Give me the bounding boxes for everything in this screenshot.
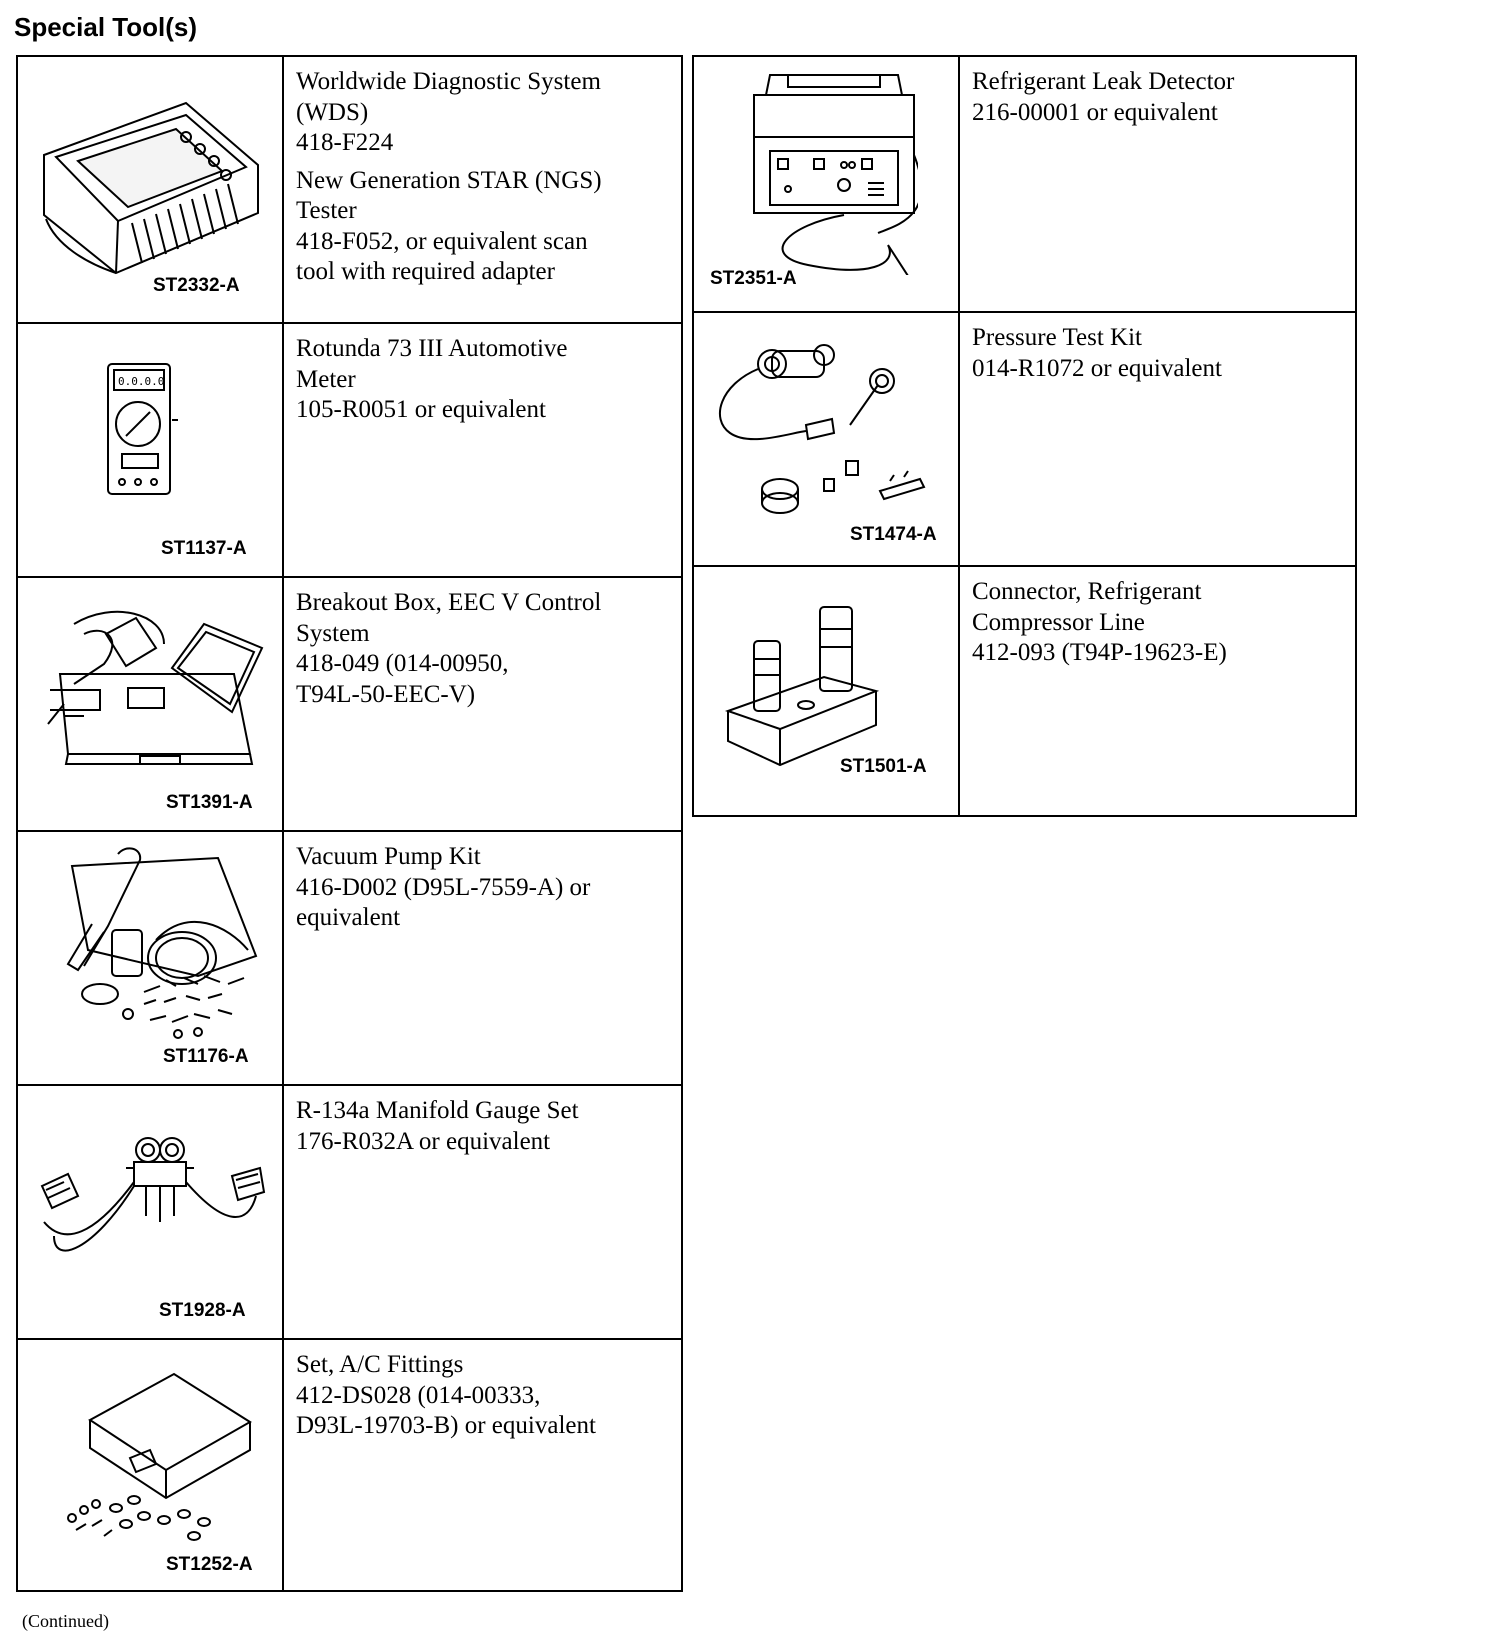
tool-name-line: Meter — [296, 365, 356, 393]
tool-description — [960, 57, 1355, 311]
multimeter-icon — [106, 362, 182, 497]
special-tools-table-right — [692, 55, 1357, 817]
tool-name-line: Vacuum Pump Kit — [296, 843, 481, 870]
breakout-box-icon — [44, 604, 266, 766]
svg-text:0.0.0.0: 0.0.0.0 — [118, 375, 165, 388]
tool-image-cell — [694, 567, 960, 815]
tool-image-cell — [18, 578, 284, 830]
tool-image-cell — [694, 313, 960, 565]
tool-part-number: T94L-50-EEC-V) — [296, 680, 476, 708]
tool-image-code: ST1391-A — [166, 792, 253, 813]
vacuum-pump-kit-icon — [48, 846, 264, 1042]
tool-description — [960, 313, 1355, 565]
pressure-test-kit-icon — [710, 329, 940, 519]
tool-description — [284, 1340, 681, 1592]
tool-name-line: tool with required adapter — [296, 258, 555, 285]
tool-image-cell — [694, 57, 960, 311]
tool-row-breakout-box — [18, 576, 681, 830]
tool-row-compressor-connector — [694, 565, 1355, 815]
tool-image-code: ST1501-A — [840, 756, 927, 777]
tool-name-line: Connector, Refrigerant — [972, 578, 1202, 605]
tool-image-code: ST1176-A — [163, 1046, 249, 1067]
tool-image-cell — [18, 832, 284, 1084]
tool-row-manifold-gauge — [18, 1084, 681, 1338]
tool-name-line: Breakout Box, EEC V Control — [296, 589, 602, 616]
tool-image-code: ST1928-A — [159, 1300, 246, 1321]
tool-part-number: 412-093 (T94P-19623-E) — [972, 639, 1227, 666]
tool-part-number: equivalent — [296, 904, 401, 931]
tool-description — [960, 567, 1355, 815]
tool-part-number: 418-049 (014-00950, — [296, 650, 509, 677]
tool-name-line: (WDS) — [296, 98, 369, 126]
tool-image-cell — [18, 1340, 284, 1592]
tool-name-line: Worldwide Diagnostic System — [296, 68, 601, 95]
tool-part-number: 176-R032A or equivalent — [296, 1127, 551, 1155]
continued-note: (Continued) — [22, 1611, 109, 1631]
tool-part-number: D93L-19703-B) or equivalent — [296, 1412, 596, 1439]
tool-name-line: New Generation STAR (NGS) — [296, 166, 602, 194]
fittings-case-icon — [44, 1360, 264, 1550]
tool-description — [284, 57, 681, 322]
tool-image-code: ST1474-A — [850, 524, 937, 545]
tool-name-line: Rotunda 73 III Automotive — [296, 335, 568, 362]
compressor-connector-icon — [724, 601, 884, 771]
tool-row-vacuum-pump — [18, 830, 681, 1084]
tool-name-line: Tester — [296, 197, 357, 224]
tool-name-line: Refrigerant Leak Detector — [972, 68, 1235, 95]
tool-description — [284, 578, 681, 830]
tool-name-line: System — [296, 619, 370, 647]
tool-image-cell — [18, 57, 284, 322]
tool-name-line: Pressure Test Kit — [972, 324, 1142, 351]
tool-description — [284, 1086, 681, 1338]
leak-detector-icon — [748, 65, 918, 275]
tool-name-line: Set, A/C Fittings — [296, 1351, 464, 1378]
diagnostic-tablet-icon — [36, 95, 268, 275]
tool-part-number: 418-F052, or equivalent scan — [296, 227, 588, 255]
tool-name-line: Compressor Line — [972, 608, 1145, 636]
tool-image-cell — [18, 1086, 284, 1338]
tool-image-code: ST1252-A — [166, 1554, 253, 1575]
tool-part-number: 014-R1072 or equivalent — [972, 354, 1222, 382]
tool-row-pressure-test-kit — [694, 311, 1355, 565]
special-tools-table-left — [16, 55, 683, 1592]
tool-part-number: 418-F224 — [296, 129, 394, 156]
tool-part-number: 416-D002 (D95L-7559-A) or — [296, 873, 591, 901]
tool-image-cell — [18, 324, 284, 576]
tool-row-meter — [18, 322, 681, 576]
tool-image-code: ST2332-A — [153, 275, 240, 296]
tool-name-line: R-134a Manifold Gauge Set — [296, 1097, 579, 1124]
tool-description — [284, 324, 681, 576]
tool-part-number: 216-00001 or equivalent — [972, 98, 1218, 126]
tool-row-wds — [18, 57, 681, 322]
tool-part-number: 412-DS028 (014-00333, — [296, 1381, 541, 1409]
tool-part-number: 105-R0051 or equivalent — [296, 396, 546, 423]
tool-image-code: ST2351-A — [710, 268, 797, 289]
manifold-gauge-icon — [34, 1126, 266, 1266]
tool-row-leak-detector — [694, 57, 1355, 311]
page-title: Special Tool(s) — [14, 12, 197, 42]
tool-image-code: ST1137-A — [161, 538, 247, 559]
tool-description — [284, 832, 681, 1084]
tool-row-ac-fittings — [18, 1338, 681, 1592]
